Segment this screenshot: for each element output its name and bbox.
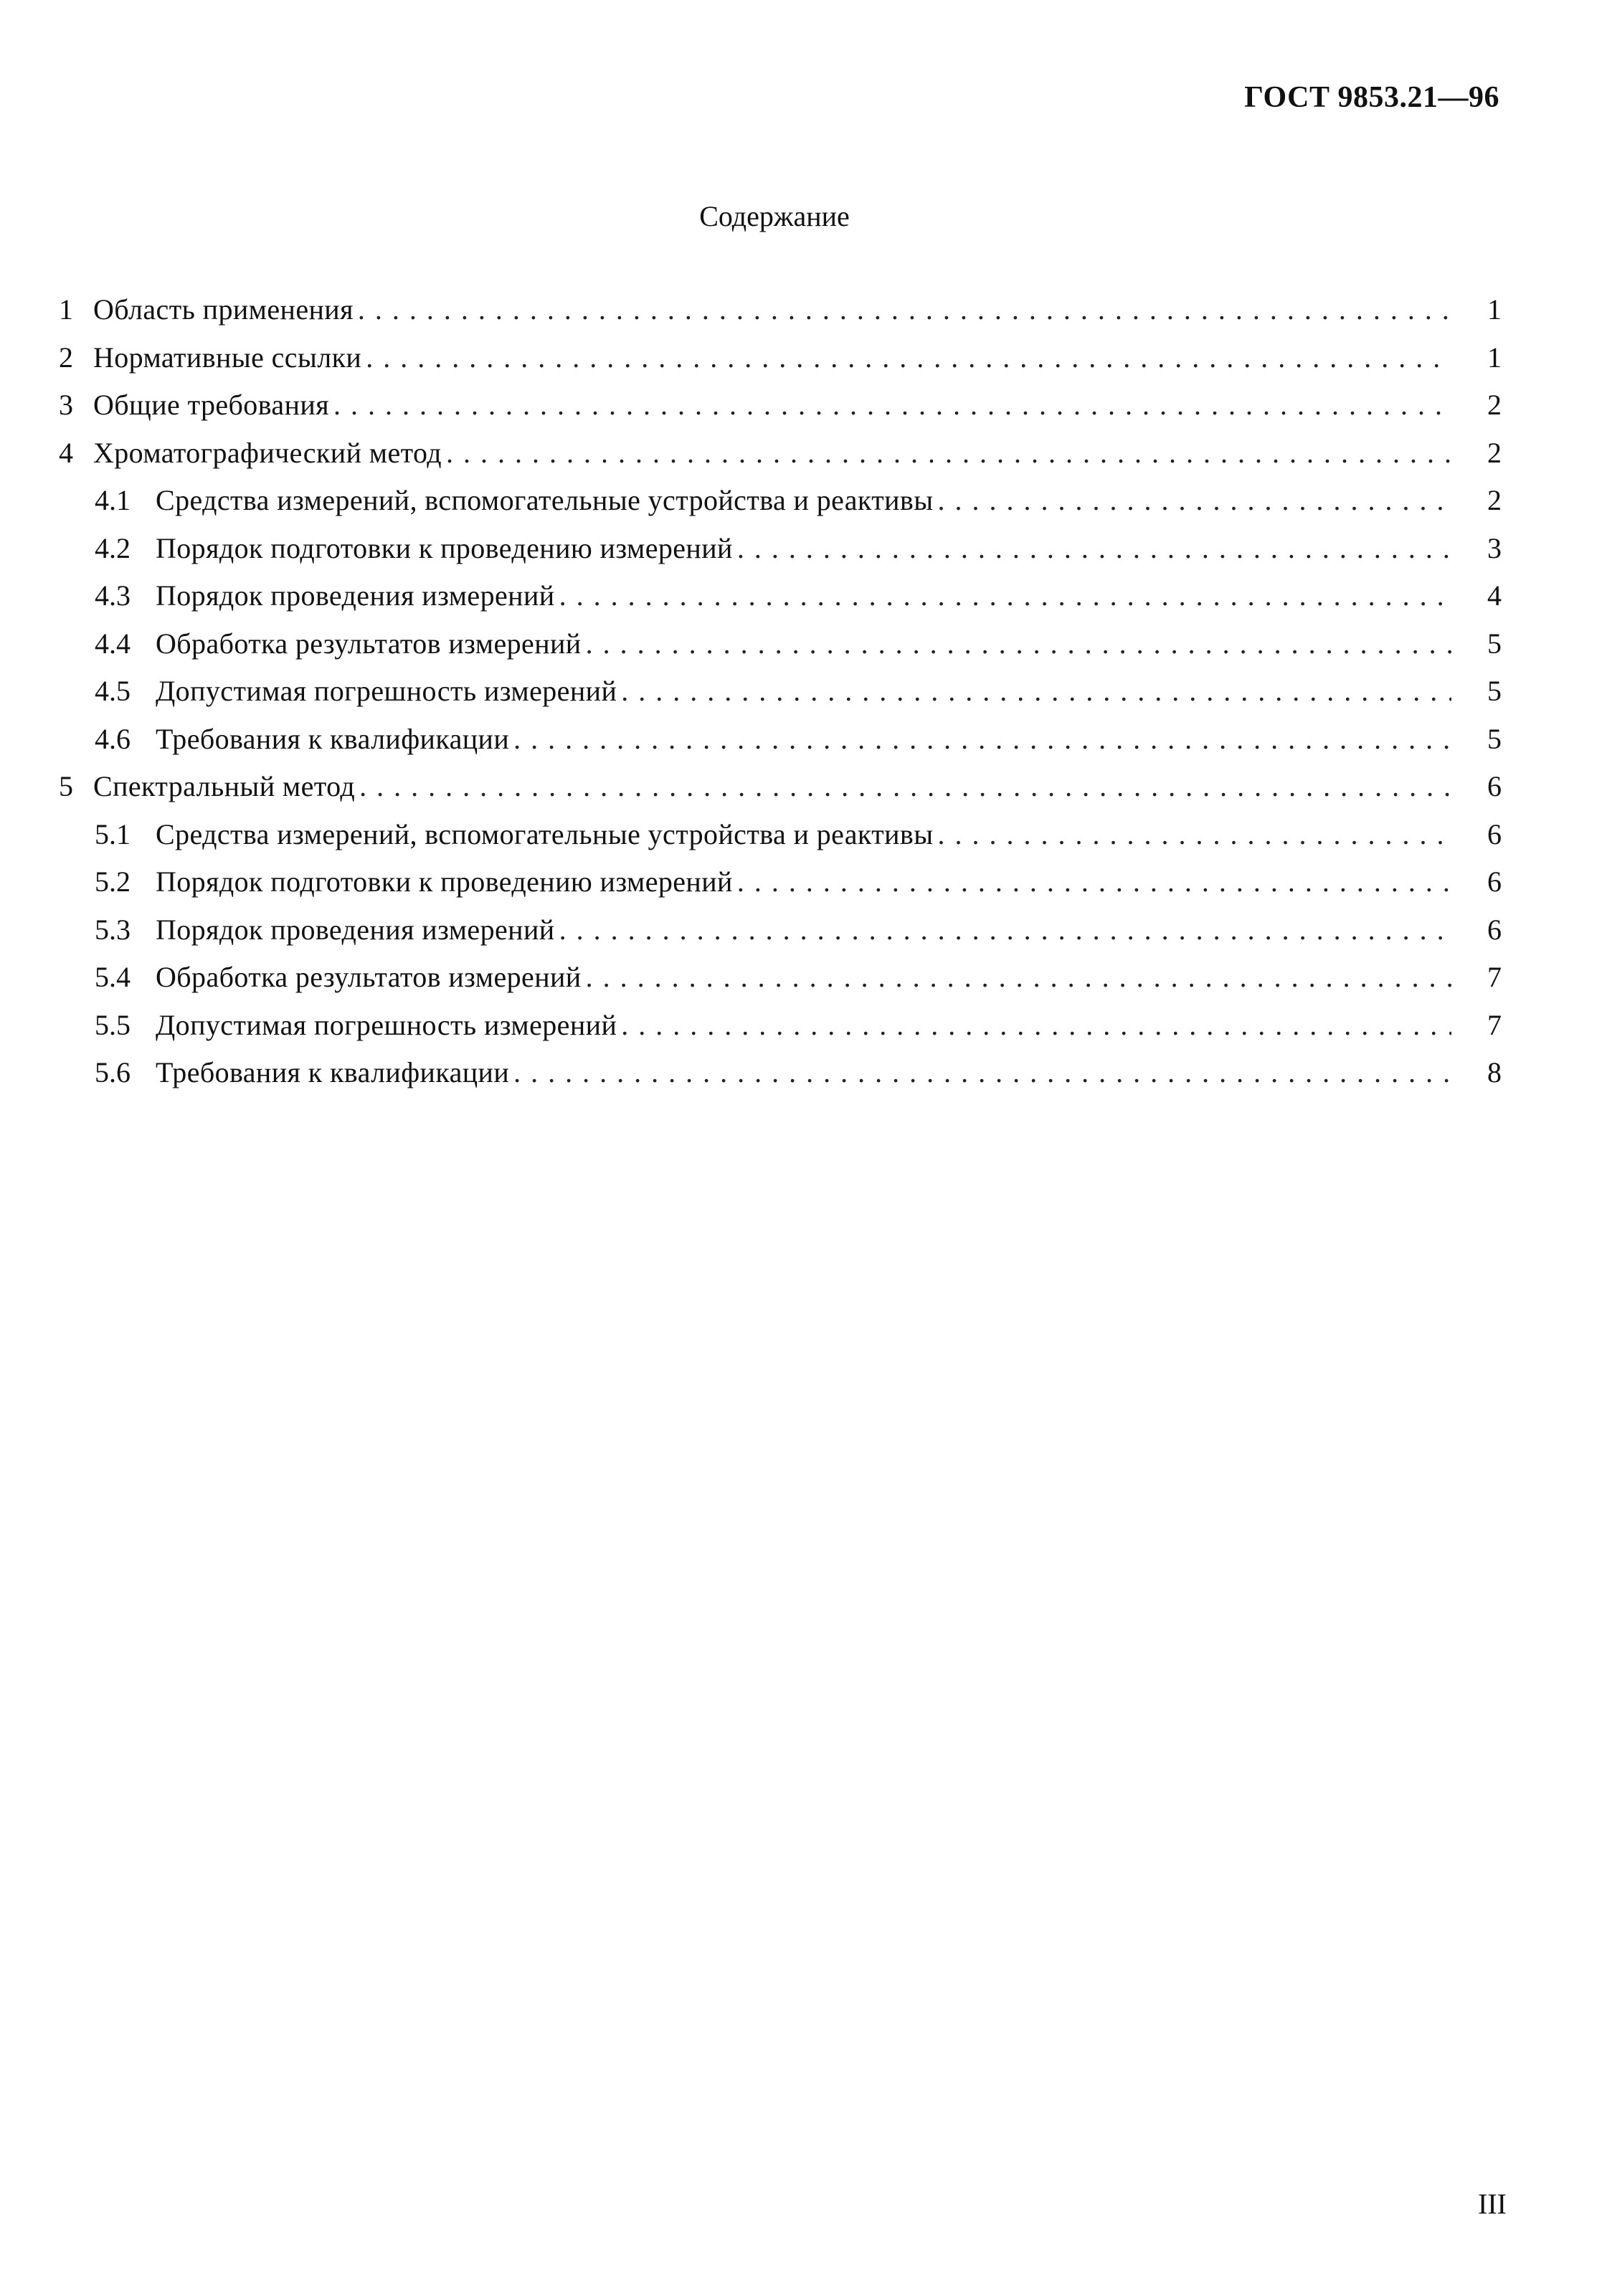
toc-entry[interactable] xyxy=(59,1056,1502,1104)
toc-entry-title: Порядок подготовки к проведению измерений xyxy=(156,531,733,564)
toc-dot-leader xyxy=(333,388,1451,422)
toc-entry-title: Требования к квалификации xyxy=(156,722,510,755)
toc-entry[interactable] xyxy=(59,1008,1502,1056)
toc-dot-leader xyxy=(621,1008,1451,1042)
toc-dot-leader xyxy=(937,817,1451,851)
toc-entry-number: 4.3 xyxy=(95,579,131,612)
toc-entry-number: 4.4 xyxy=(95,627,131,660)
toc-entry-title: Обработка результатов измерений xyxy=(156,961,582,993)
toc-entry-page: 7 xyxy=(1487,961,1502,993)
toc-entry-title: Хроматографический метод xyxy=(93,436,442,469)
toc-entry-number: 5.3 xyxy=(95,913,131,946)
toc-entry-title: Средства измерений, вспомогательные устройства и реактивы xyxy=(156,484,934,516)
toc-entry-page: 6 xyxy=(1487,865,1502,898)
toc-dot-leader xyxy=(513,722,1451,756)
toc-entry[interactable] xyxy=(59,531,1502,579)
toc-entry-number: 2 xyxy=(59,341,73,374)
toc-dot-leader xyxy=(559,579,1451,612)
toc-entry-number: 1 xyxy=(59,293,73,326)
toc-dot-leader xyxy=(737,531,1451,565)
toc-entry-title: Порядок проведения измерений xyxy=(156,579,555,612)
toc-entry-title: Общие требования xyxy=(93,389,329,421)
toc-entry-page: 2 xyxy=(1487,484,1502,516)
toc-entry-title: Порядок подготовки к проведению измерений xyxy=(156,865,733,898)
toc-entry[interactable] xyxy=(59,865,1502,913)
toc-entry-number: 5.5 xyxy=(95,1008,131,1041)
toc-dot-leader xyxy=(559,913,1451,947)
toc-entry-page: 5 xyxy=(1487,675,1502,707)
toc-entry-page: 3 xyxy=(1487,531,1502,564)
toc-entry[interactable] xyxy=(59,674,1502,722)
toc-entry[interactable] xyxy=(59,817,1502,865)
toc-title: Содержание xyxy=(699,200,850,232)
toc-dot-leader xyxy=(621,674,1451,708)
toc-entry[interactable] xyxy=(59,722,1502,770)
toc-entry-title: Допустимая погрешность измерений xyxy=(156,675,617,707)
toc-entry-number: 5.1 xyxy=(95,817,131,850)
toc-entry-title: Обработка результатов измерений xyxy=(156,627,582,660)
toc-entry-number: 5 xyxy=(59,770,73,802)
toc-dot-leader xyxy=(513,1056,1451,1089)
toc-entry-title: Порядок проведения измерений xyxy=(156,913,555,946)
toc-dot-leader xyxy=(446,436,1451,470)
toc-dot-leader xyxy=(937,483,1451,517)
toc-entry-title: Нормативные ссылки xyxy=(93,341,362,374)
toc-entry-title: Допустимая погрешность измерений xyxy=(156,1008,617,1041)
toc-entry-number: 5.2 xyxy=(95,865,131,898)
toc-dot-leader xyxy=(366,341,1451,374)
toc-entry-page: 6 xyxy=(1487,817,1502,850)
toc-entry[interactable] xyxy=(59,960,1502,1008)
toc-entry-page: 2 xyxy=(1487,436,1502,469)
toc-entry[interactable] xyxy=(59,769,1502,817)
toc-entry[interactable] xyxy=(59,627,1502,675)
toc-entry[interactable] xyxy=(59,341,1502,389)
toc-entry-title: Требования к квалификации xyxy=(156,1056,510,1088)
toc-entry-page: 2 xyxy=(1487,389,1502,421)
toc-entry-title: Спектральный метод xyxy=(93,770,356,802)
toc-entry-title: Средства измерений, вспомогательные устройства и реактивы xyxy=(156,817,934,850)
toc-entry-page: 5 xyxy=(1487,722,1502,755)
toc-entry-number: 5.6 xyxy=(95,1056,131,1088)
toc-dot-leader xyxy=(586,627,1451,660)
toc-entry[interactable] xyxy=(59,388,1502,436)
document-code: ГОСТ 9853.21—96 xyxy=(1244,81,1499,114)
toc-entry-page: 6 xyxy=(1487,770,1502,802)
toc-dot-leader xyxy=(737,865,1451,898)
toc-entry-page: 8 xyxy=(1487,1056,1502,1088)
toc-entry-number: 4.1 xyxy=(95,484,131,516)
toc-dot-leader xyxy=(586,960,1451,994)
toc-dot-leader xyxy=(358,293,1451,326)
toc-entry-page: 5 xyxy=(1487,627,1502,660)
toc-entry-page: 1 xyxy=(1487,293,1502,326)
toc-entry-number: 4 xyxy=(59,436,73,469)
toc-entry-page: 7 xyxy=(1487,1008,1502,1041)
toc-entry-number: 4.5 xyxy=(95,675,131,707)
toc-entry-number: 4.6 xyxy=(95,722,131,755)
toc-dot-leader xyxy=(359,769,1451,803)
toc-entry[interactable] xyxy=(59,436,1502,484)
toc-entry-page: 6 xyxy=(1487,913,1502,946)
toc-entry[interactable] xyxy=(59,293,1502,341)
toc-entry-number: 4.2 xyxy=(95,531,131,564)
page-number: III xyxy=(1478,2188,1507,2220)
toc-entry-page: 1 xyxy=(1487,341,1502,374)
toc-entry[interactable] xyxy=(59,913,1502,961)
toc-entry-number: 5.4 xyxy=(95,961,131,993)
table-of-contents xyxy=(59,293,1502,1104)
toc-entry-title: Область применения xyxy=(93,293,354,326)
toc-entry[interactable] xyxy=(59,483,1502,531)
toc-entry-number: 3 xyxy=(59,389,73,421)
toc-entry-page: 4 xyxy=(1487,579,1502,612)
toc-entry[interactable] xyxy=(59,579,1502,627)
